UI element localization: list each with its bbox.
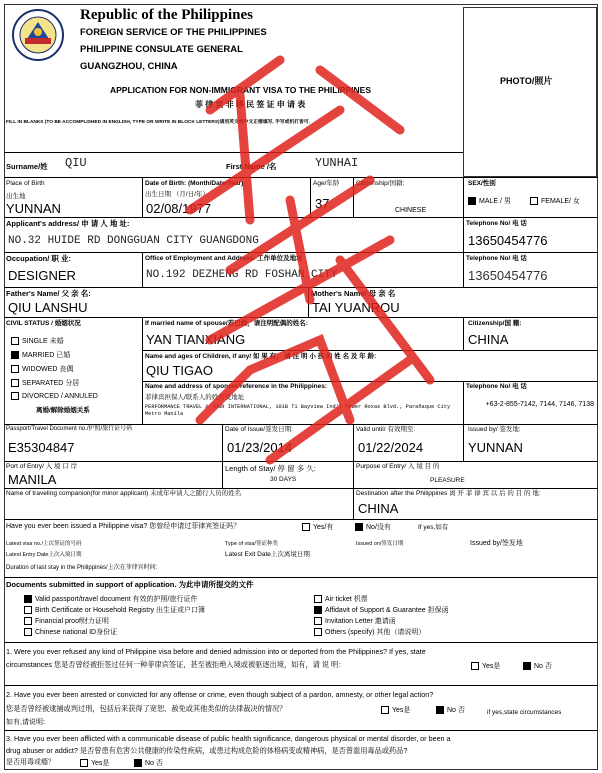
address-value[interactable]: NO.32 HUIDE RD DONGGUAN CITY GUANGDONG — [8, 235, 259, 247]
unchecked-box-icon — [381, 706, 389, 714]
sponsor-label: Name and address of sponsor/reference in the Philippines: — [145, 383, 328, 390]
address-label: Applicant's address/ 申 请 人 地 址: — [6, 219, 130, 228]
q1-yes-label: Yes是 — [482, 663, 501, 670]
sex-male-option[interactable] — [468, 196, 511, 206]
q1-no-option[interactable] — [523, 661, 552, 671]
unchecked-box-icon — [471, 662, 479, 670]
q2-ifyes-label: if yes,state circumstances — [487, 709, 562, 716]
doc-affidavit-label: Affidavit of Support & Guarantee 担保函 — [325, 607, 449, 614]
employment-tel-label: Telephone No/ 电 话 — [466, 255, 527, 262]
form-title-cn: 菲 律 宾 非 移 民 签 证 申 请 表 — [195, 100, 306, 109]
spouse-label: If married name of spouse/若已婚，请注明配偶的姓名: — [145, 320, 308, 327]
q3-yes-option[interactable] — [80, 758, 109, 768]
surname-label: Surname/姓 — [6, 162, 48, 171]
q2-no-option[interactable] — [436, 705, 465, 715]
unchecked-box-icon — [302, 523, 310, 531]
civil-married-option[interactable] — [11, 350, 70, 360]
form-title: APPLICATION FOR NON-IMMIGRANT VISA TO THE PHILIPPINES — [110, 85, 371, 95]
checked-box-icon — [11, 351, 19, 359]
civil-single-label: SINGLE 未婚 — [22, 338, 64, 345]
prev-visa-yes-option[interactable] — [302, 522, 333, 532]
instructions: FILL IN BLANKS (TO BE ACCOMPLISHED IN ENGLISH, TYPE OR WRITE IN BLOCK LETTERS)请用英文或中文正楷填写, 手写或机打皆可. — [6, 120, 310, 125]
doc-affidavit-option[interactable] — [314, 605, 449, 615]
header-line3: GUANGZHOU, CHINA — [80, 61, 178, 72]
unchecked-box-icon — [24, 617, 32, 625]
birthplace-value[interactable]: YUNNAN — [6, 201, 61, 216]
checked-box-icon — [468, 197, 476, 205]
checked-box-icon — [24, 595, 32, 603]
purpose-value[interactable]: PLEASURE — [430, 477, 465, 484]
address-tel-value[interactable]: 13650454776 — [468, 233, 548, 248]
visa-issued-on-label: Issued on/签发日期 — [356, 541, 404, 547]
age-value[interactable]: 37 — [315, 196, 330, 211]
issued-by-value[interactable]: YUNNAN — [468, 440, 523, 455]
unchecked-box-icon — [314, 628, 322, 636]
issued-by-label: Issued by/ 签发地: — [468, 426, 521, 433]
port-entry-value[interactable]: MANILA — [8, 472, 57, 487]
question-2-line2: 您是否曾经被逮捕或判过刑，包括后来获得了宽恕、赦免或其他类似的法律裁决的情况？ — [6, 704, 287, 713]
purpose-label: Purpose of Entry/ 入 境 目 的 — [356, 463, 440, 470]
q3-no-label: No 否 — [145, 760, 163, 767]
latest-exit-label: Latest Exit Date上次离境日期 — [225, 551, 310, 558]
header-line1: FOREIGN SERVICE OF THE PHILIPPINES — [80, 27, 267, 38]
first-name-label: First Name /名 — [226, 162, 277, 171]
latest-visa-label: Latest visa no./上次签证的号码 — [6, 541, 82, 547]
spouse-citizenship-value[interactable]: CHINA — [468, 332, 509, 347]
birthplace-label-cn: 出生地 — [6, 193, 26, 200]
doc-passport-label: Valid passport/travel document 有效的护照/旅行证件 — [35, 596, 198, 603]
visa-type-label: Type of visa/签证种类 — [225, 541, 278, 547]
checked-box-icon — [134, 759, 142, 767]
sponsor-label-cn: 菲律宾担保人/联系人的姓名及地址 — [145, 394, 245, 401]
dob-label: Date of Birth: (Month/Date/Year) — [145, 180, 244, 187]
checked-box-icon — [355, 523, 363, 531]
q2-yes-label: Yes是 — [392, 707, 411, 714]
employment-tel-value[interactable]: 13650454776 — [468, 268, 548, 283]
question-1-line1: 1. Were you ever refused any kind of Philippine visa before and denied admission into or deported from the Philippines? If yes, state — [6, 647, 426, 656]
prev-visa-question: Have you ever been issued a Philippine visa? 您曾经申请过菲律宾签证吗？ — [6, 523, 241, 530]
issue-date-label: Date of Issue/签发日期: — [225, 426, 293, 433]
unchecked-box-icon — [314, 595, 322, 603]
sponsor-tel-label: Telephone No/ 电 话 — [466, 383, 527, 390]
spouse-citizenship-label: Citizenship/国 籍: — [468, 320, 522, 327]
q3-yes-label: Yes是 — [91, 760, 110, 767]
unchecked-box-icon — [11, 365, 19, 373]
unchecked-box-icon — [80, 759, 88, 767]
citizenship-value[interactable]: CHINESE — [395, 207, 427, 214]
checked-box-icon — [314, 606, 322, 614]
unchecked-box-icon — [11, 379, 19, 387]
employment-label: Office of Employment and Address: 工作单位及地址 — [145, 255, 303, 262]
companion-label: Name of traveling companion(for minor applicant) 未成年申请人之随行人员的姓名 — [6, 490, 242, 497]
question-3-line1: 3. Have you ever been afflicted with a communicable disease of public health significance, dangerous physical or mental disorder, or been a — [6, 734, 451, 743]
doc-birth-label: Birth Certificate or Household Registry 出生证或户口簿 — [35, 607, 205, 614]
civil-separated-label: SEPARATED 分居 — [22, 380, 80, 387]
spouse-value[interactable]: YAN TIANXIANG — [146, 332, 246, 347]
header-line2: PHILIPPINE CONSULATE GENERAL — [80, 44, 243, 55]
destination-value[interactable]: CHINA — [358, 501, 399, 516]
doc-financial-label: Financial proof财力证明 — [35, 618, 109, 625]
last-stay-label: Duration of last stay in the Philippines/上次在菲律宾时间: — [6, 565, 158, 571]
civil-widowed-label: WIDOWED 丧偶 — [22, 366, 74, 373]
dob-value[interactable]: 02/08/1977 — [146, 201, 212, 216]
q2-no-label: No 否 — [447, 707, 465, 714]
destination-label: Destination after the Philippines 离 开 菲 律 宾 以 后 的 目 的 地: — [356, 490, 541, 497]
doc-ticket-label: Air ticket 机票 — [325, 596, 368, 603]
sex-female-option[interactable] — [530, 196, 580, 206]
age-label: Age/年龄 — [313, 180, 340, 187]
unchecked-box-icon — [24, 606, 32, 614]
doc-others-option[interactable] — [314, 627, 425, 637]
documents-title: Documents submitted in support of application. 为此申请所提交的文件 — [6, 580, 254, 589]
photo-label: PHOTO/照片 — [500, 76, 553, 86]
seal-icon — [11, 8, 65, 62]
doc-invitation-label: Invitation Letter 邀请函 — [325, 618, 396, 625]
doc-passport-option[interactable] — [24, 594, 197, 604]
unchecked-box-icon — [314, 617, 322, 625]
q3-no-option[interactable] — [134, 758, 163, 768]
civil-divorced-label: DIVORCED / ANNULED — [22, 392, 98, 400]
civil-status-label: CIVIL STATUS / 婚姻状况 — [6, 320, 81, 327]
sponsor-value[interactable]: PERFORMANCE TRAVEL & TOUR INTERNATIONAL, 101B T1 Bayview Ind'l Tower Roxas Blvd., Parañaque City Metro Manila — [145, 404, 451, 417]
civil-separated-option[interactable] — [11, 378, 79, 388]
prev-visa-yes-label: Yes/有 — [313, 524, 334, 531]
doc-id-option[interactable] — [24, 627, 117, 637]
birthplace-label: Place of Birth — [6, 180, 45, 187]
first-name-value[interactable]: YUNHAI — [315, 156, 359, 170]
doc-financial-option[interactable] — [24, 616, 109, 626]
question-1-line2: circumstances 您是否曾经被拒签过任何一种菲律宾签证，甚至被拒绝入境或被驱逐出境，如有，请 说 明： — [6, 660, 346, 669]
mother-value[interactable]: TAI YUANROU — [312, 300, 400, 315]
surname-value[interactable]: QIU — [65, 156, 87, 170]
dob-label-cn: 出生日期 （月/日/年） — [145, 191, 209, 198]
sex-male-label: MALE / 男 — [479, 198, 511, 205]
question-3-line2: drug abuser or addict? 是否曾患有危害公共健康的传染性疾病，或患过构成危险的体格病变或精神病，是否曾滥用毒品或药品? — [6, 746, 408, 755]
question-3-line3: 是否用毒或瘾？ — [6, 759, 55, 766]
stay-value[interactable]: 30 DAYS — [270, 476, 297, 483]
stay-label: Length of Stay/ 停 留 多 久: — [225, 464, 316, 473]
sex-female-label: FEMALE/ 女 — [541, 198, 580, 205]
civil-married-label: MARRIED 已婚 — [22, 352, 71, 359]
unchecked-box-icon — [11, 337, 19, 345]
header-title: Republic of the Philippines — [80, 7, 253, 23]
sponsor-tel-value[interactable]: +63-2-855-7142, 7144, 7146, 7138 — [485, 401, 594, 408]
question-2-line1: 2. Have you ever been arrested or convicted for any offense or crime, even though subject of a pardon, amnesty, or other legal action? — [6, 690, 434, 699]
checked-box-icon — [436, 706, 444, 714]
photo-box — [463, 7, 597, 177]
passport-no-value[interactable]: E35304847 — [8, 440, 75, 455]
port-entry-label: Port of Entry/ 入 境 口 岸 — [6, 463, 78, 470]
latest-entry-label: Latest Entry Date上次入境日期 — [6, 552, 82, 558]
prev-visa-no-option[interactable] — [355, 522, 391, 532]
valid-until-label: Valid until/ 有效期至: — [356, 426, 416, 433]
occupation-value[interactable]: DESIGNER — [8, 268, 76, 283]
issue-date-value[interactable]: 01/23/2014 — [227, 440, 293, 455]
civil-divorced-option[interactable] — [11, 392, 98, 400]
unchecked-box-icon — [530, 197, 538, 205]
sex-label: SEX/性别 — [468, 180, 496, 187]
checked-box-icon — [523, 662, 531, 670]
father-label: Father's Name/ 父 亲 名: — [6, 289, 91, 298]
doc-others-label: Others (specify) 其他（请说明） — [325, 629, 426, 636]
doc-id-label: Chinese national ID身份证 — [35, 629, 118, 636]
unchecked-box-icon — [24, 628, 32, 636]
occupation-label: Occupation/ 职 业: — [6, 254, 72, 263]
address-tel-label: Telephone No/ 电 话 — [466, 220, 527, 227]
doc-birth-option[interactable] — [24, 605, 205, 615]
prev-visa-ifyes: If yes,如有 — [418, 524, 449, 531]
civil-single-option[interactable] — [11, 336, 64, 346]
civil-widowed-option[interactable] — [11, 364, 73, 374]
father-value[interactable]: QIU LANSHU — [8, 300, 88, 315]
doc-ticket-option[interactable] — [314, 594, 368, 604]
children-value[interactable]: QIU TIGAO — [146, 363, 213, 378]
q1-no-label: No 否 — [534, 663, 552, 670]
civil-divorced-label-cn: 离婚/解除婚姻关系 — [36, 407, 90, 414]
passport-no-label: Passport/Travel Document no./护照/旅行证号码 — [6, 426, 133, 432]
children-label: Name and ages of Children, if any/ 如 果 有， 请 注 明 小 孩 的 姓 名 及 年 龄: — [145, 353, 377, 360]
q2-explain-label: 如有,请说明: — [6, 719, 45, 726]
visa-issued-by-label: Issued by/签发地 — [470, 540, 523, 547]
unchecked-box-icon — [11, 392, 19, 400]
valid-until-value[interactable]: 01/22/2024 — [358, 440, 424, 455]
q1-yes-option[interactable] — [471, 661, 500, 671]
prev-visa-no-label: No/没有 — [366, 524, 391, 531]
q2-yes-option[interactable] — [381, 705, 410, 715]
doc-invitation-option[interactable] — [314, 616, 396, 626]
citizenship-label: Citizenship/国籍: — [356, 180, 405, 187]
mother-label: Mother's Name/ 母 亲 名 — [311, 289, 396, 298]
employment-value[interactable]: NO.192 DEZHENG RD FOSHAN CITY — [146, 269, 338, 281]
